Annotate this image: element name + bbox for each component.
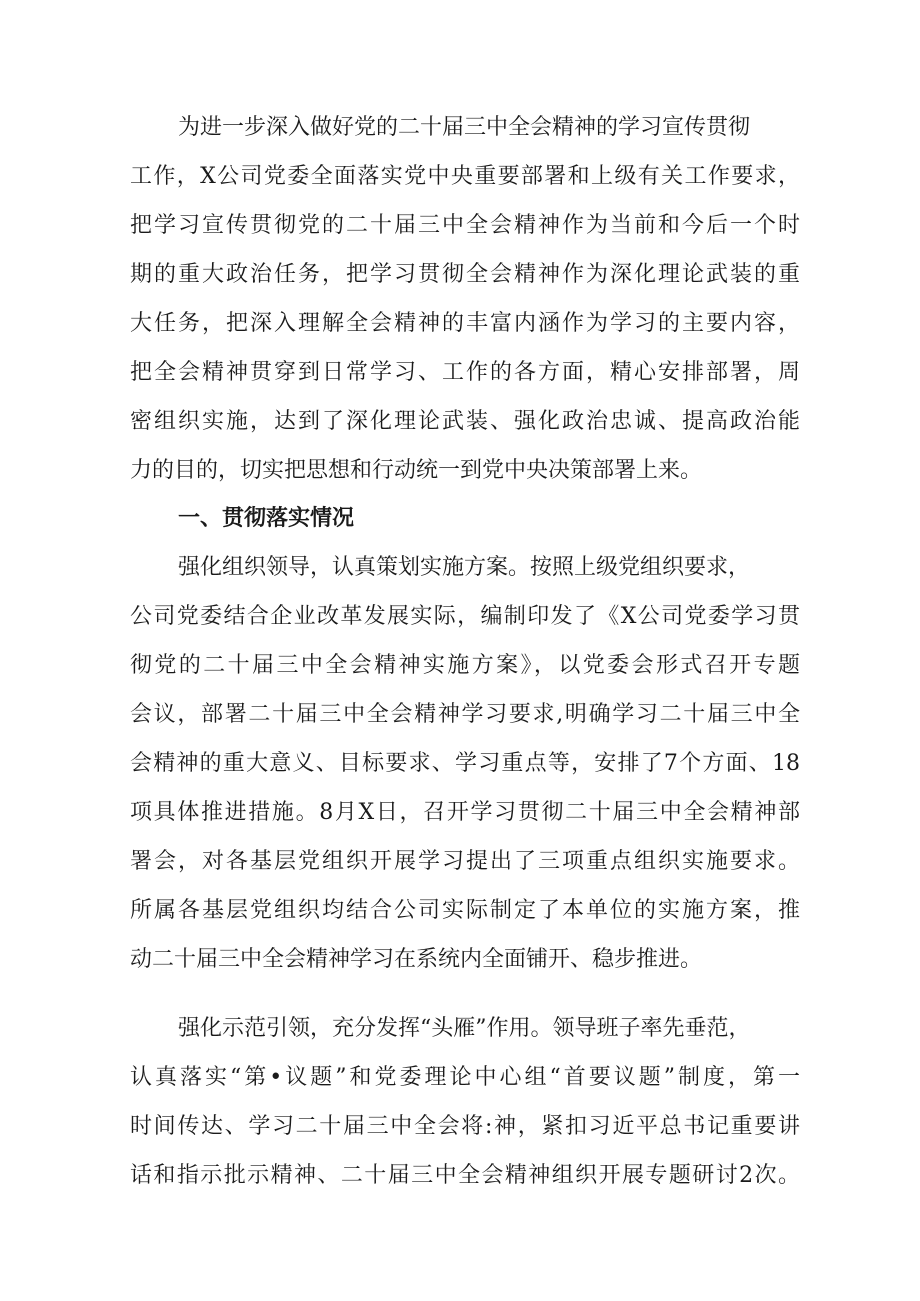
paragraph-2-line-8: 所属各基层党组织均结合公司实际制定了本单位的实施方案，推 bbox=[130, 898, 800, 923]
paragraph-2-line-5: 会精神的重大意义、目标要求、学习重点等，安排了7个方面、18 bbox=[130, 751, 800, 776]
paragraph-1-line-8: 力的目的，切实把思想和行动统一到党中央决策部署上来。 bbox=[130, 458, 703, 483]
paragraph-1-line-6: 把全会精神贯穿到日常学习、工作的各方面，精心安排部署，周 bbox=[130, 360, 800, 385]
paragraph-1-line-7: 密组织实施，达到了深化理论武装、强化政治忠诚、提高政治能 bbox=[130, 409, 800, 434]
paragraph-2-line-6: 项具体推进措施。8月X日，召开学习贯彻二十届三中全会精神部 bbox=[130, 800, 800, 825]
paragraph-3-line-1: 强化示范引领，充分发挥“头雁”作用。领导班子率先垂范， bbox=[178, 1016, 751, 1041]
paragraph-2-line-7: 署会，对各基层党组织开展学习提出了三项重点组织实施要求。 bbox=[130, 849, 800, 874]
paragraph-3-line-3: 时间传达、学习二十届三中全会将:神，紧扣习近平总书记重要讲 bbox=[130, 1114, 800, 1139]
paragraph-1-line-1: 为进一步深入做好党的二十届三中全会精神的学习宣传贯彻 bbox=[178, 115, 751, 140]
paragraph-1-line-3: 把学习宣传贯彻党的二十届三中全会精神作为当前和今后一个时 bbox=[130, 213, 800, 238]
paragraph-3-line-2: 认真落实“第•议题”和党委理论中心组“首要议题”制度，第一 bbox=[130, 1065, 800, 1090]
paragraph-1-line-4: 期的重大政治任务，把学习贯彻全会精神作为深化理论武装的重 bbox=[130, 262, 800, 287]
paragraph-2-line-2: 公司党委结合企业改革发展实际，编制印发了《X公司党委学习贯 bbox=[130, 604, 800, 629]
paragraph-2-line-4: 会议，部署二十届三中全会精神学习要求,明确学习二十届三中全 bbox=[130, 702, 800, 727]
paragraph-1-line-5: 大任务，把深入理解全会精神的丰富内涵作为学习的主要内容， bbox=[130, 311, 800, 336]
paragraph-1-line-2: 工作，X公司党委全面落实党中央重要部署和上级有关工作要求， bbox=[130, 164, 800, 189]
section-heading: 一、贯彻落实情况 bbox=[178, 506, 355, 531]
paragraph-2-line-9: 动二十届三中全会精神学习在系统内全面铺开、稳步推进。 bbox=[130, 947, 703, 972]
paragraph-2-line-1: 强化组织领导，认真策划实施方案。按照上级党组织要求， bbox=[178, 555, 751, 580]
paragraph-2-line-3: 彻党的二十届三中全会精神实施方案》，以党委会形式召开专题 bbox=[130, 653, 800, 678]
paragraph-3-line-4: 话和指示批示精神、二十届三中全会精神组织开展专题研讨2次。 bbox=[130, 1163, 800, 1188]
